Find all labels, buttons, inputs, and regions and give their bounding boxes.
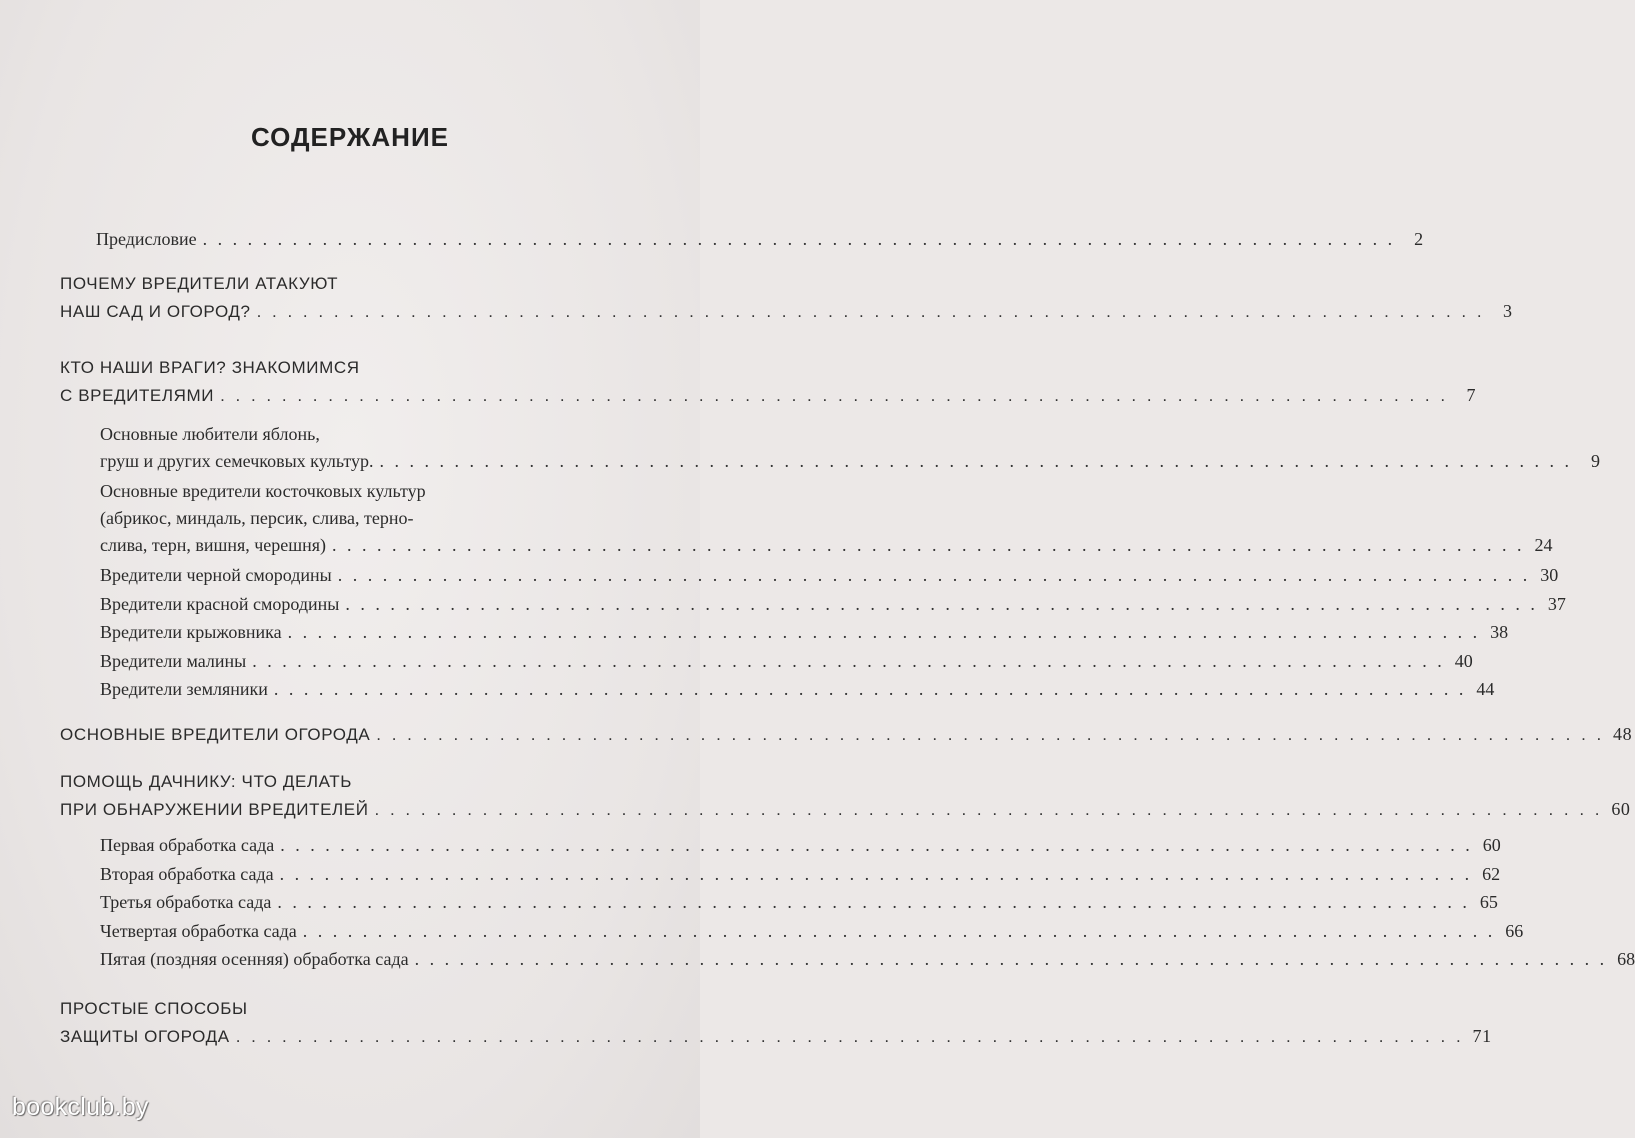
toc-entry-label: Вредители красной смородины — [100, 594, 340, 614]
dot-leader: . . . . . . . . . . . . . . . . . . . . . . . . . . . . . . . . . . . . . . . . . . . . . . . . . . . . . . . . . . . . . . . . . . . . . . . . . . . . . . . . — [287, 622, 1481, 642]
toc-entry-strawberry — [100, 676, 1495, 703]
dot-leader: . . . . . . . . . . . . . . . . . . . . . . . . . . . . . . . . . . . . . . . . . . . . . . . . . . . . . . . . . . . . . . . . . . . . . . . . . . . . . . . . — [235, 1027, 1464, 1046]
toc-page-number: 66 — [1505, 921, 1524, 941]
dot-leader: . . . . . . . . . . . . . . . . . . . . . . . . . . . . . . . . . . . . . . . . . . . . . . . . . . . . . . . . . . . . . . . . . . . . . . . . . . . . . . . . — [277, 892, 1470, 912]
toc-entry-stone-fruit — [100, 478, 1553, 559]
toc-entry-label: Пятая (поздняя осенняя) обработка сада — [100, 949, 409, 969]
dot-leader: . . . . . . . . . . . . . . . . . . . . . . . . . . . . . . . . . . . . . . . . . . . . . . . . . . . . . . . . . . . . . . . . . . . . . . . . . . . . . . . . — [379, 451, 1573, 471]
toc-section-help — [60, 769, 1631, 823]
toc-page-number: 3 — [1502, 301, 1513, 321]
toc-entry-treatment-3 — [100, 889, 1498, 916]
toc-section-simple-methods — [60, 996, 1492, 1050]
toc-section-why-pests — [60, 271, 1513, 325]
toc-entry-treatment-1 — [100, 832, 1501, 859]
toc-section-garden-pests — [60, 721, 1633, 748]
dot-leader: . . . . . . . . . . . . . . . . . . . . . . . . . . . . . . . . . . . . . . . . . . . . . . . . . . . . . . . . . . . . . . . . . . . . . . . . . . . . . . . . — [376, 725, 1605, 744]
dot-leader: . . . . . . . . . . . . . . . . . . . . . . . . . . . . . . . . . . . . . . . . . . . . . . . . . . . . . . . . . . . . . . . . . . . . . . . . . . . . . . . . — [345, 594, 1538, 614]
toc-entry-label-line: ПОЧЕМУ ВРЕДИТЕЛИ АТАКУЮТ — [60, 274, 339, 293]
dot-leader: . . . . . . . . . . . . . . . . . . . . . . . . . . . . . . . . . . . . . . . . . . . . . . . . . . . . . . . . . . . . . . . . . . . . . . . . . . . . . . . . — [202, 229, 1396, 249]
toc-entry-treatment-2 — [100, 861, 1501, 888]
toc-page-number: 7 — [1466, 385, 1477, 405]
dot-leader: . . . . . . . . . . . . . . . . . . . . . . . . . . . . . . . . . . . . . . . . . . . . . . . . . . . . . . . . . . . . . . . . . . . . . . . . . . . . . . . . — [302, 921, 1496, 941]
toc-entry-label: Вторая обработка сада — [100, 864, 274, 884]
dot-leader: . . . . . . . . . . . . . . . . . . . . . . . . . . . . . . . . . . . . . . . . . . . . . . . . . . . . . . . . . . . . . . . . . . . . . . . . . . . . . . . . — [279, 864, 1473, 884]
toc-page-number: 37 — [1547, 594, 1566, 614]
toc-page-number: 24 — [1534, 535, 1553, 555]
toc-entry-label: Вредители крыжовника — [100, 622, 282, 642]
dot-leader: . . . . . . . . . . . . . . . . . . . . . . . . . . . . . . . . . . . . . . . . . . . . . . . . . . . . . . . . . . . . . . . . . . . . . . . . . . . . . . . . — [273, 679, 1467, 699]
toc-page-number: 9 — [1591, 451, 1601, 471]
toc-entry-label-line: КТО НАШИ ВРАГИ? ЗНАКОМИМСЯ — [60, 358, 360, 377]
toc-entry-black-currant — [100, 562, 1559, 589]
dot-leader: . . . . . . . . . . . . . . . . . . . . . . . . . . . . . . . . . . . . . . . . . . . . . . . . . . . . . . . . . . . . . . . . . . . . . . . . . . . . . . . . — [374, 800, 1603, 819]
toc-entry-label-line: Основные вредители косточковых культур — [100, 481, 426, 501]
dot-leader: . . . . . . . . . . . . . . . . . . . . . . . . . . . . . . . . . . . . . . . . . . . . . . . . . . . . . . . . . . . . . . . . . . . . . . . . . . . . . . . . — [256, 302, 1485, 321]
toc-entry-label: Первая обработка сада — [100, 835, 275, 855]
toc-page-number: 68 — [1617, 949, 1635, 969]
toc-entry-treatment-4 — [100, 918, 1524, 945]
toc-entry-pome-fruit — [100, 421, 1601, 475]
toc-entry-label: Вредители черной смородины — [100, 565, 332, 585]
toc-page-number: 40 — [1454, 651, 1473, 671]
toc-entry-label-line: ПОМОЩЬ ДАЧНИКУ: ЧТО ДЕЛАТЬ — [60, 772, 353, 791]
toc-entry-label: груш и других семечковых культур. — [100, 451, 374, 471]
toc-page-number: 38 — [1490, 622, 1509, 642]
toc-entry-label: ПРИ ОБНАРУЖЕНИИ ВРЕДИТЕЛЕЙ — [60, 800, 369, 819]
toc-entry-label: Вредители земляники — [100, 679, 268, 699]
toc-page-number: 62 — [1482, 864, 1501, 884]
toc-section-enemies — [60, 355, 1477, 409]
toc-entry-label-line: ПРОСТЫЕ СПОСОБЫ — [60, 999, 248, 1018]
toc-entry-label: НАШ САД И ОГОРОД? — [60, 302, 251, 321]
toc-entry-label: ОСНОВНЫЕ ВРЕДИТЕЛИ ОГОРОДА — [60, 725, 371, 744]
toc-page-number: 65 — [1479, 892, 1498, 912]
toc-entry-label: Предисловие — [96, 229, 197, 249]
toc-entry-label-line: Основные любители яблонь, — [100, 424, 320, 444]
toc-entry-treatment-5 — [100, 946, 1635, 973]
toc-page-number: 48 — [1613, 724, 1633, 744]
toc-entry-label: ЗАЩИТЫ ОГОРОДА — [60, 1027, 230, 1046]
dot-leader: . . . . . . . . . . . . . . . . . . . . . . . . . . . . . . . . . . . . . . . . . . . . . . . . . . . . . . . . . . . . . . . . . . . . . . . . . . . . . . . . — [252, 651, 1445, 671]
toc-entry-label: Четвертая обработка сада — [100, 921, 297, 941]
dot-leader: . . . . . . . . . . . . . . . . . . . . . . . . . . . . . . . . . . . . . . . . . . . . . . . . . . . . . . . . . . . . . . . . . . . . . . . . . . . . . . . . — [220, 386, 1449, 405]
toc-page-number: 44 — [1476, 679, 1495, 699]
toc-entry-raspberry — [100, 648, 1473, 675]
toc-page-number: 30 — [1540, 565, 1559, 585]
toc-entry-label-line: (абрикос, миндаль, персик, слива, терно- — [100, 508, 414, 528]
toc-entry-preface — [96, 226, 1424, 253]
page-title: СОДЕРЖАНИЕ — [251, 122, 449, 152]
dot-leader: . . . . . . . . . . . . . . . . . . . . . . . . . . . . . . . . . . . . . . . . . . . . . . . . . . . . . . . . . . . . . . . . . . . . . . . . . . . . . . . . — [337, 565, 1531, 585]
toc-entry-red-currant — [100, 591, 1566, 618]
toc-entry-label: Вредители малины — [100, 651, 247, 671]
dot-leader: . . . . . . . . . . . . . . . . . . . . . . . . . . . . . . . . . . . . . . . . . . . . . . . . . . . . . . . . . . . . . . . . . . . . . . . . . . . . . . . . — [280, 835, 1473, 855]
toc-entry-label: С ВРЕДИТЕЛЯМИ — [60, 386, 215, 405]
watermark: bookclub.by — [12, 1093, 149, 1121]
toc-page-number: 60 — [1611, 799, 1631, 819]
toc-entry-label: Третья обработка сада — [100, 892, 272, 912]
toc-entry-label: слива, терн, вишня, черешня) — [100, 535, 327, 555]
toc-page-number: 71 — [1472, 1026, 1492, 1046]
toc-page-number: 2 — [1414, 229, 1424, 249]
toc-page-number: 60 — [1482, 835, 1501, 855]
toc-entry-gooseberry — [100, 619, 1509, 646]
dot-leader: . . . . . . . . . . . . . . . . . . . . . . . . . . . . . . . . . . . . . . . . . . . . . . . . . . . . . . . . . . . . . . . . . . . . . . . . . . . . . . . . — [414, 949, 1608, 969]
dot-leader: . . . . . . . . . . . . . . . . . . . . . . . . . . . . . . . . . . . . . . . . . . . . . . . . . . . . . . . . . . . . . . . . . . . . . . . . . . . . . . . . — [332, 535, 1525, 555]
